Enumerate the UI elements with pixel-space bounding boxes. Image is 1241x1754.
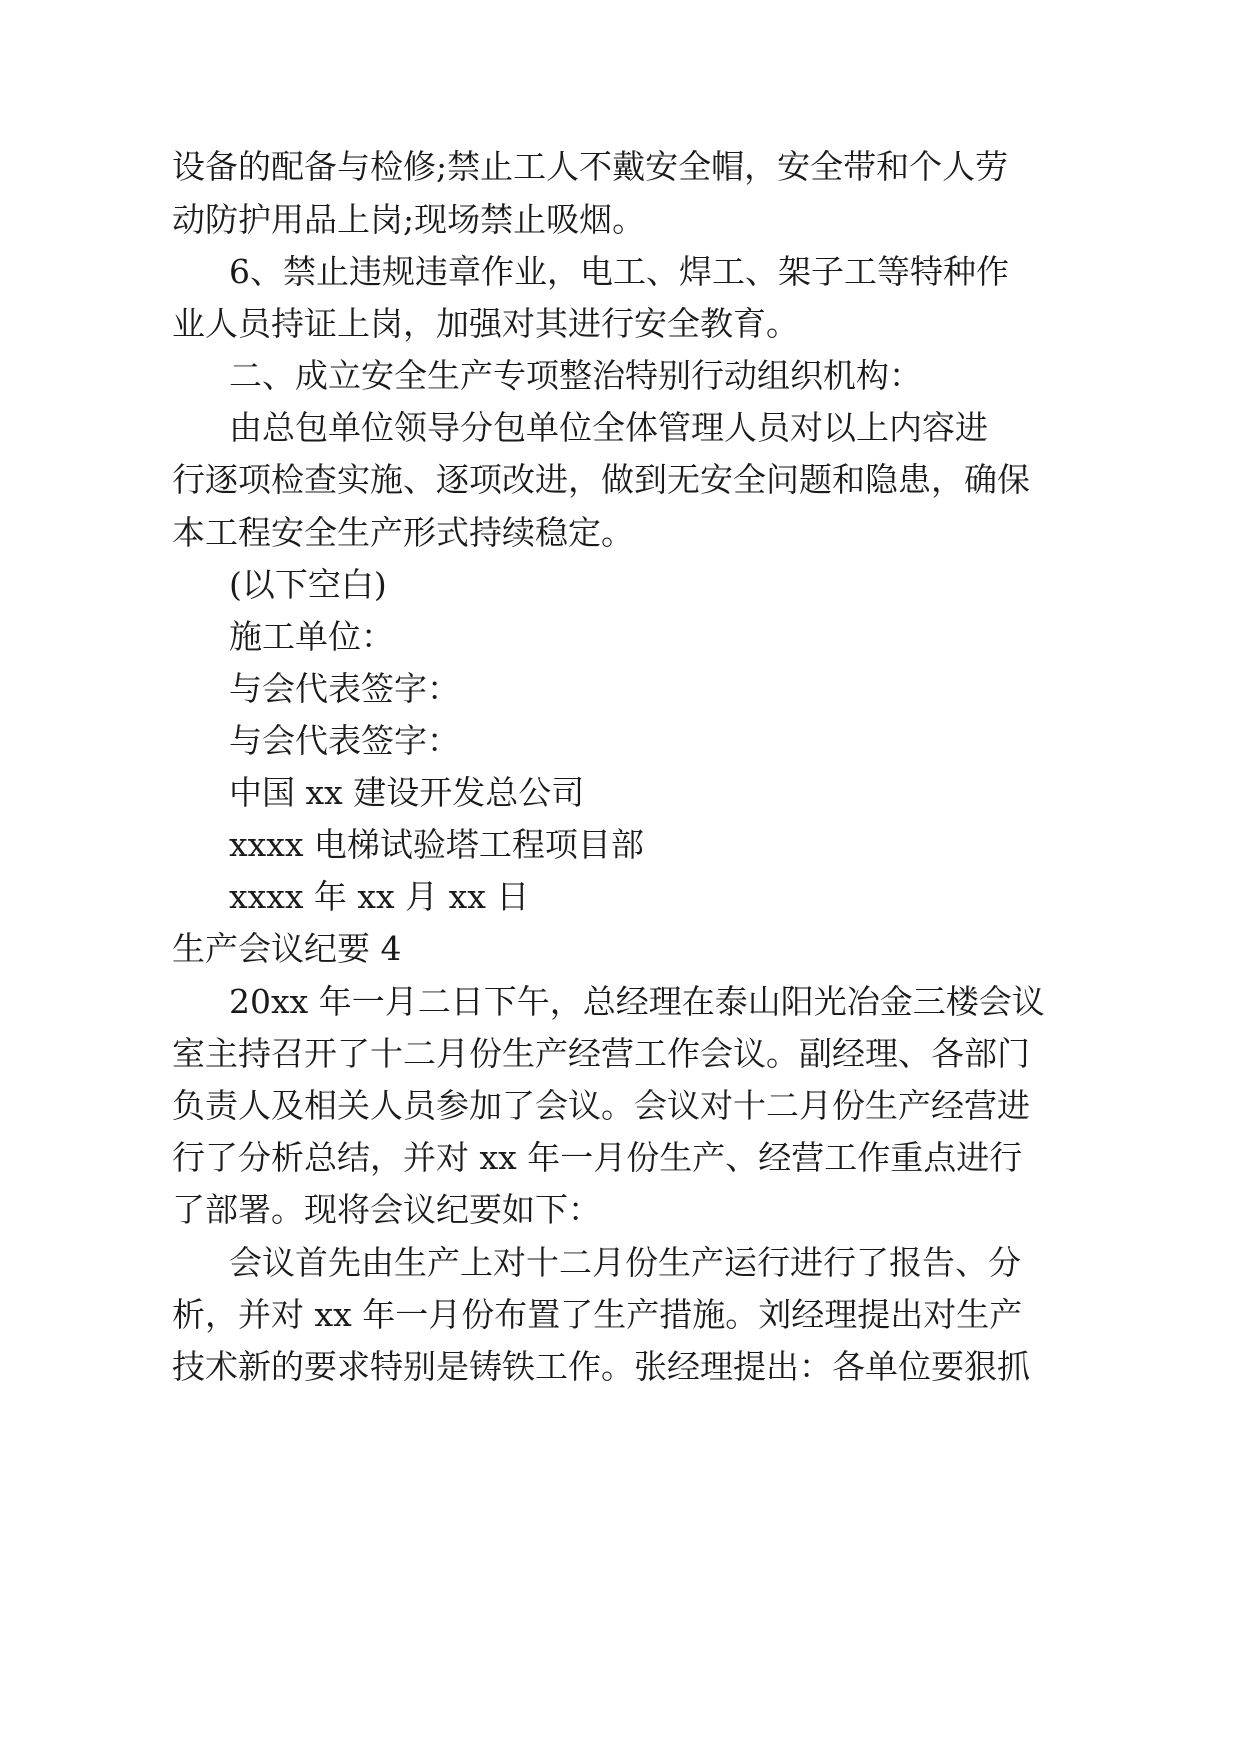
signature-label: 与会代表签字： bbox=[229, 721, 460, 760]
text-line: 技术新的要求特别是铸铁工作。张经理提出：各单位要狠抓 bbox=[172, 1347, 1030, 1386]
text-line: 析，并对 xx 年一月份布置了生产措施。刘经理提出对生产 bbox=[172, 1295, 1023, 1334]
text-line: 业人员持证上岗，加强对其进行安全教育。 bbox=[172, 304, 799, 343]
signature-label: 与会代表签字： bbox=[229, 669, 460, 708]
document-heading: 生产会议纪要 4 bbox=[172, 929, 402, 968]
text-line: 了部署。现将会议纪要如下： bbox=[172, 1190, 601, 1229]
section-heading: 二、成立安全生产专项整治特别行动组织机构： bbox=[229, 356, 922, 395]
text-line: 6、禁止违规违章作业，电工、焊工、架子工等特种作 bbox=[229, 252, 1009, 291]
date-line: xxxx 年 xx 月 xx 日 bbox=[229, 877, 530, 916]
text-line: 20xx 年一月二日下午，总经理在泰山阳光冶金三楼会议 bbox=[229, 982, 1045, 1021]
text-line: 行了分析总结，并对 xx 年一月份生产、经营工作重点进行 bbox=[172, 1138, 1023, 1177]
text-line: 会议首先由生产上对十二月份生产运行进行了报告、分 bbox=[229, 1243, 1021, 1282]
company-name: 中国 xx 建设开发总公司 bbox=[229, 773, 585, 812]
project-department: xxxx 电梯试验塔工程项目部 bbox=[229, 825, 644, 864]
text-line: 负责人及相关人员参加了会议。会议对十二月份生产经营进 bbox=[172, 1086, 1030, 1125]
text-line: 本工程安全生产形式持续稳定。 bbox=[172, 513, 634, 552]
text-line: 设备的配备与检修;禁止工人不戴安全帽，安全带和个人劳 bbox=[172, 147, 1009, 186]
text-line: 动防护用品上岗;现场禁止吸烟。 bbox=[172, 200, 646, 239]
blank-note: (以下空白) bbox=[229, 565, 387, 604]
signature-label: 施工单位： bbox=[229, 617, 394, 656]
text-line: 行逐项检查实施、逐项改进，做到无安全问题和隐患，确保 bbox=[172, 460, 1030, 499]
text-line: 室主持召开了十二月份生产经营工作会议。副经理、各部门 bbox=[172, 1034, 1030, 1073]
text-line: 由总包单位领导分包单位全体管理人员对以上内容进 bbox=[229, 408, 988, 447]
